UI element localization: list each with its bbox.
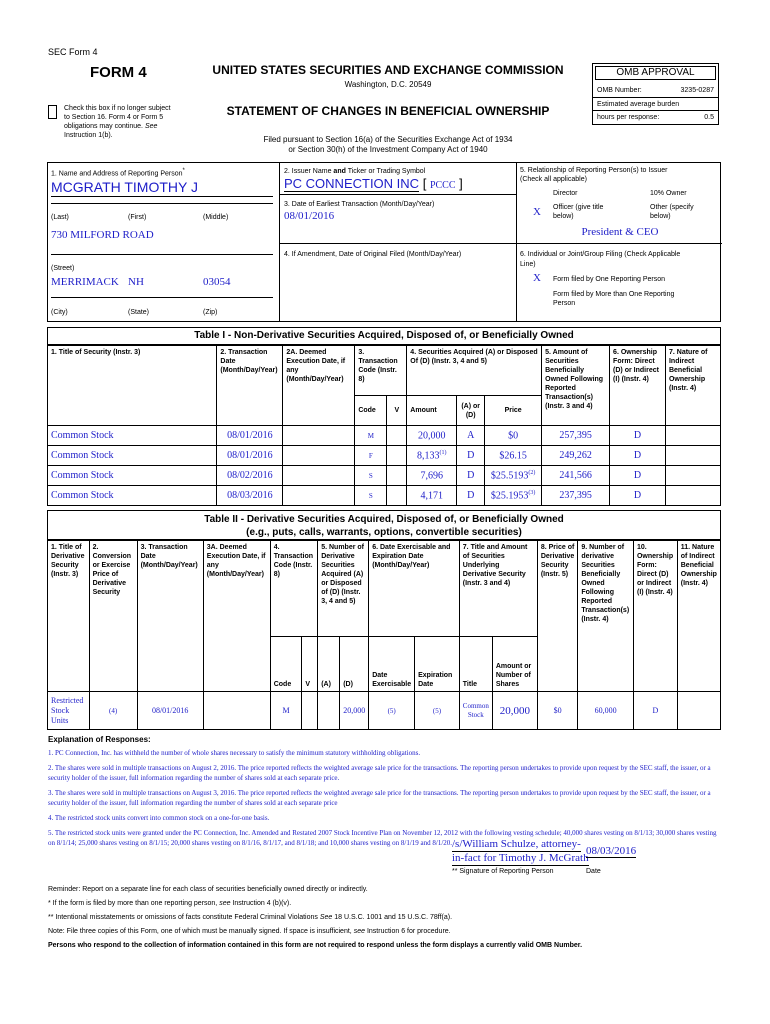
t2-a[interactable] [318, 692, 340, 730]
t2-h-date: 3. Transaction Date (Month/Day/Year) [137, 541, 203, 692]
t1-owned-value: 249,262 [559, 450, 592, 461]
omb-approval-box [592, 63, 719, 125]
table2-title [47, 510, 721, 540]
footnote-note: Note: File three copies of this Form, one of which must be manually signed. If space is insufficient, see Instruction 6 for procedure. [48, 928, 451, 935]
t1-h-ownership-form: 6. Ownership Form: Direct (D) or Indirect (I) (Instr. 4) [610, 346, 666, 426]
t1-h-aord: (A) or (D) [457, 396, 485, 426]
t1-amount[interactable] [407, 486, 457, 506]
t1-price-footnote: (3) [528, 489, 536, 496]
omb-hours-value: 0.5 [704, 114, 714, 121]
box6-label-2: Line) [520, 261, 536, 268]
t1-v[interactable] [387, 466, 407, 486]
officer-label: Officer (give title below) [553, 204, 604, 220]
t1-h-deemed: 2A. Deemed Execution Date, if any (Month/Day/Year) [283, 346, 355, 426]
signature[interactable] [452, 838, 589, 866]
city-label: (City) [51, 309, 68, 316]
t1-form[interactable] [610, 466, 666, 486]
t2-h-amt-num: Amount or Number of Shares [492, 637, 537, 692]
t1-amount-value: 4,171 [420, 490, 443, 502]
t1-amount-footnote: (1) [439, 449, 447, 456]
signature-line-1: /s/William Schulze, attorney- [452, 838, 581, 850]
first-label: (First) [128, 214, 147, 221]
t1-code-value: M [367, 431, 374, 440]
t1-price[interactable] [485, 466, 542, 486]
checkbox-text-2: to Section 16. Form 4 or Form 5 [64, 114, 164, 121]
t1-nature[interactable] [665, 486, 720, 506]
t1-h-amount-owned: 5. Amount of Securities Beneficially Owned Following Reported Transaction(s) (Instr. 3 and 4) [542, 346, 610, 426]
street-value[interactable]: 730 MILFORD ROAD [51, 229, 154, 241]
box4-label: 4. If Amendment, Date of Original Filed (Month/Day/Year) [284, 251, 462, 258]
t2-nature[interactable] [677, 692, 720, 730]
table1-title: Table I - Non-Derivative Securities Acquired, Disposed of, or Beneficially Owned [47, 327, 721, 345]
explanation-1: 1. PC Connection, Inc. has withheld the number of whole shares necessary to satisfy the minimum statutory withholding obligations. [48, 749, 421, 757]
t1-price[interactable] [485, 426, 542, 446]
t1-title-value: Common Stock [51, 490, 114, 501]
sec-form-label: SEC Form 4 [48, 47, 98, 57]
explanation-5: 5. The restricted stock units were granted under the PC Connection, Inc. Amended and Restated 2007 Stock Incentive Plan on November 12, 2012 with the following vesting schedule; 40,000 shares vesting on 8/1/13; 30,000 shares vesting on 8/1/14; 25,000 shares vesting on 8/1/15; 20,000 shares vesting on 8/1/16, 8/1/17, and 8/1/18; and 10,000 shares vesting on 8/1/19 and 8/1/20. [48, 829, 717, 847]
t1-aord[interactable] [457, 426, 485, 446]
t2-deemed[interactable] [203, 692, 270, 730]
t2-conv[interactable]: (4) [89, 692, 137, 730]
t1-deemed[interactable] [283, 486, 355, 506]
no-longer-subject-checkbox[interactable] [48, 105, 57, 119]
agency-location: Washington, D.C. 20549 [344, 80, 432, 89]
t1-amount[interactable] [407, 426, 457, 446]
t1-h-v: V [387, 396, 407, 426]
box5-label-1: 5. Relationship of Reporting Person(s) to Issuer [520, 167, 668, 174]
officer-title[interactable]: President & CEO [581, 226, 659, 238]
t2-h-nature: 11. Nature of Indirect Beneficial Ownership (Instr. 4) [677, 541, 720, 692]
t2-row [48, 692, 721, 730]
t1-date[interactable] [217, 466, 283, 486]
signature-label: ** Signature of Reporting Person [452, 868, 554, 875]
t2-h-title: 1. Title of Derivative Security (Instr. 3) [48, 541, 90, 692]
t2-h-form: 10. Ownership Form: Direct (D) or Indirect (I) (Instr. 4) [633, 541, 677, 692]
explanation-4: 4. The restricted stock units convert into common stock on a one-for-one basis. [48, 814, 270, 822]
t1-price-value: $25.5193 [490, 470, 529, 482]
t2-price[interactable]: $0 [537, 692, 577, 730]
box1-label: 1. Name and Address of Reporting Person* [51, 168, 185, 178]
t1-title-value: Common Stock [51, 430, 114, 441]
t1-form-value: D [633, 490, 642, 501]
checkbox-text-3: obligations may continue. See [64, 123, 158, 130]
t1-date[interactable] [217, 486, 283, 506]
t2-h-number: 5. Number of Derivative Securities Acquired (A) or Disposed of (D) (Instr. 3, 4 and 5) [318, 541, 369, 637]
t1-title-value: Common Stock [51, 450, 114, 461]
t1-owned[interactable] [542, 486, 610, 506]
t1-aord[interactable] [457, 446, 485, 466]
t1-form-value: D [633, 450, 642, 461]
t1-price[interactable] [485, 446, 542, 466]
t2-h-price: 8. Price of Derivative Security (Instr. 5) [537, 541, 577, 692]
t1-date-value: 08/02/2016 [227, 470, 273, 481]
t1-owned[interactable] [542, 466, 610, 486]
omb-number-label: OMB Number: [597, 87, 642, 94]
t1-h-date: 2. Transaction Date (Month/Day/Year) [217, 346, 283, 426]
t1-form[interactable] [610, 446, 666, 466]
state-label: (State) [128, 309, 150, 316]
t2-h-code: 4. Transaction Code (Instr. 8) [270, 541, 318, 637]
t1-v[interactable] [387, 426, 407, 446]
table1-row [48, 466, 721, 486]
footnote-star-1: * If the form is filed by more than one reporting person, see Instruction 4 (b)(v). [48, 900, 292, 907]
t1-title[interactable] [48, 466, 217, 486]
t2-h-date-ex: Date Exercisable [369, 637, 415, 692]
earliest-transaction-date[interactable]: 08/01/2016 [284, 210, 335, 222]
t1-date[interactable] [217, 446, 283, 466]
omb-notice: Persons who respond to the collection of information contained in this form are not required to respond unless the form displays a currently valid OMB Number. [48, 942, 583, 949]
street-label: (Street) [51, 265, 75, 272]
t1-v[interactable] [387, 486, 407, 506]
explanation-2: 2. The shares were sold in multiple transactions on August 2, 2016. The price reported reflects the weighted average sale price for the transactions. The reporting person undertakes to provide upon request by the SEC staff, the issuer, or a security holder of the issuer, full information regarding the number of shares sold at each separate price. [48, 764, 711, 782]
t1-form-value: D [633, 470, 642, 481]
signature-date[interactable]: 08/03/2016 [586, 845, 637, 857]
checkbox-instructions [64, 104, 194, 140]
table2-title-1: Table II - Derivative Securities Acquired, Disposed of, or Beneficially Owned [204, 514, 564, 525]
t1-nature[interactable] [665, 426, 720, 446]
ticker-symbol[interactable]: PCCC [429, 180, 456, 191]
t1-code-value: S [368, 491, 373, 500]
t2-h-deemed: 3A. Deemed Execution Date, if any (Month/Day/Year) [203, 541, 270, 692]
t1-owned[interactable] [542, 446, 610, 466]
t1-code[interactable] [355, 446, 387, 466]
box2-label: 2. Issuer Name and Ticker or Trading Symbol [284, 168, 426, 175]
t2-expiration[interactable]: (5) [415, 692, 460, 730]
issuer-line: PC CONNECTION INC [ PCCC ] [284, 176, 463, 191]
table2-title-2: (e.g., puts, calls, warrants, options, convertible securities) [246, 527, 522, 538]
t1-form-value: D [633, 430, 642, 441]
t1-h-code-sub: Code [355, 396, 387, 426]
checkbox-text-1: Check this box if no longer subject [64, 105, 171, 112]
t1-deemed[interactable] [283, 426, 355, 446]
issuer-name[interactable]: PC CONNECTION INC [284, 176, 420, 191]
reporting-person-name[interactable]: MCGRATH TIMOTHY J [51, 179, 273, 197]
t2-h-v: V [302, 637, 318, 692]
t2-exercisable[interactable]: (5) [369, 692, 415, 730]
explanation-title: Explanation of Responses: [48, 735, 151, 744]
t1-h-amount: Amount [407, 396, 457, 426]
officer-mark[interactable]: X [533, 206, 541, 218]
t2-h-conversion: 2. Conversion or Exercise Price of Derivative Security [89, 541, 137, 692]
table1 [47, 345, 721, 506]
t2-v[interactable] [302, 692, 318, 730]
t1-amount-value: 7,696 [420, 470, 443, 482]
t1-form[interactable] [610, 486, 666, 506]
t1-aord-value: A [467, 430, 475, 441]
t1-aord-value: D [467, 470, 475, 481]
omb-burden-label: Estimated average burden [597, 101, 680, 108]
checkbox-text-4: Instruction 1(b). [64, 132, 113, 139]
t1-title-value: Common Stock [51, 470, 114, 481]
table1-row [48, 446, 721, 466]
t1-v[interactable] [387, 446, 407, 466]
middle-label: (Middle) [203, 214, 229, 221]
omb-number-value: 3235-0287 [680, 87, 714, 94]
last-label: (Last) [51, 214, 69, 221]
one-person-label: Form filed by One Reporting Person [553, 276, 666, 283]
t1-amount-value: 20,000 [418, 430, 446, 442]
t1-date-value: 08/03/2016 [227, 490, 273, 501]
statement-title: STATEMENT OF CHANGES IN BENEFICIAL OWNERSHIP [226, 104, 550, 118]
t2-owned[interactable]: 60,000 [578, 692, 634, 730]
table1-row [48, 426, 721, 446]
t1-h-code: 3. Transaction Code (Instr. 8) [355, 346, 407, 396]
t2-form[interactable]: D [633, 692, 677, 730]
form-title: FORM 4 [90, 64, 147, 81]
t1-h-securities: 4. Securities Acquired (A) or Disposed Of (D) (Instr. 3, 4 and 5) [407, 346, 542, 396]
table2 [47, 540, 721, 730]
ten-percent-owner-label: 10% Owner [650, 190, 687, 197]
t2-h-underlying: 7. Title and Amount of Securities Underlying Derivative Security (Instr. 3 and 4) [459, 541, 537, 637]
t2-h-code-sub: Code [270, 637, 302, 692]
t1-aord[interactable] [457, 466, 485, 486]
city-value[interactable]: MERRIMACK [51, 276, 119, 288]
t1-price-value: $26.15 [499, 450, 527, 462]
t1-amount[interactable] [407, 466, 457, 486]
zip-label: (Zip) [203, 309, 218, 316]
t2-h-exercisable: 6. Date Exercisable and Expiration Date (Month/Day/Year) [369, 541, 460, 637]
t2-date[interactable]: 08/01/2016 [137, 692, 203, 730]
footer-notes [48, 883, 720, 953]
t2-u-amount[interactable]: 20,000 [492, 692, 537, 730]
t1-owned[interactable] [542, 426, 610, 446]
t1-price-value: $0 [508, 430, 519, 442]
t2-u-title[interactable]: Common Stock [459, 692, 492, 730]
table1-row [48, 486, 721, 506]
t1-nature[interactable] [665, 446, 720, 466]
agency-title: UNITED STATES SECURITIES AND EXCHANGE COMMISSION [212, 63, 564, 77]
t1-code-value: S [368, 471, 373, 480]
t1-aord-value: D [467, 490, 475, 501]
omb-title: OMB APPROVAL [595, 66, 716, 80]
t1-form[interactable] [610, 426, 666, 446]
director-label: Director [553, 190, 578, 197]
t1-h-title: 1. Title of Security (Instr. 3) [48, 346, 217, 426]
t2-h-d: (D) [340, 637, 369, 692]
t2-code[interactable]: M [270, 692, 302, 730]
t1-date[interactable] [217, 426, 283, 446]
t1-date-value: 08/01/2016 [227, 450, 273, 461]
t2-title[interactable]: Restricted Stock Units [48, 692, 90, 730]
t2-h-owned: 9. Number of derivative Securities Beneficially Owned Following Reported Transaction(s) (Instr. 4) [578, 541, 634, 692]
t1-owned-value: 257,395 [559, 430, 592, 441]
t1-aord-value: D [467, 450, 475, 461]
t1-title[interactable] [48, 446, 217, 466]
t2-h-a: (A) [318, 637, 340, 692]
date-label: Date [586, 868, 601, 875]
t1-amount-value: 8,133 [417, 450, 440, 462]
t1-amount[interactable] [407, 446, 457, 466]
box3-label: 3. Date of Earliest Transaction (Month/Day/Year) [284, 201, 435, 208]
box6-label-1: 6. Individual or Joint/Group Filing (Check Applicable [520, 251, 681, 258]
t2-h-exp: Expiration Date [415, 637, 460, 692]
filed-pursuant-1: Filed pursuant to Section 16(a) of the Securities Exchange Act of 1934 [263, 135, 513, 144]
t1-title[interactable] [48, 486, 217, 506]
t1-deemed[interactable] [283, 446, 355, 466]
t1-h-nature: 7. Nature of Indirect Beneficial Ownership (Instr. 4) [665, 346, 720, 426]
t1-price-footnote: (2) [528, 469, 536, 476]
t1-code[interactable] [355, 426, 387, 446]
more-person-label: Form filed by More than One Reporting Person [553, 291, 675, 307]
t2-h-u-title: Title [459, 637, 492, 692]
one-person-mark[interactable]: X [533, 272, 541, 284]
t1-code[interactable] [355, 486, 387, 506]
reminder: Reminder: Report on a separate line for each class of securities beneficially owned directly or indirectly. [48, 886, 368, 893]
t1-owned-value: 241,566 [559, 470, 592, 481]
t1-title[interactable] [48, 426, 217, 446]
t1-code-value: F [368, 451, 373, 460]
zip-value[interactable]: 03054 [203, 276, 231, 288]
signature-line-2: in-fact for Timothy J. McGrath [452, 852, 589, 864]
other-label: Other (specify below) [650, 204, 694, 220]
state-value[interactable]: NH [128, 276, 144, 288]
explanation-3: 3. The shares were sold in multiple transactions on August 3, 2016. The price reported reflects the weighted average sale price for the transactions. The reporting person undertakes to provide upon request by the SEC staff, the issuer, or a security holder of the issuer, full information regarding the number of shares sold at each separate price [48, 789, 711, 807]
t1-aord[interactable] [457, 486, 485, 506]
t1-owned-value: 237,395 [559, 490, 592, 501]
explanation-list [48, 748, 720, 848]
t1-code[interactable] [355, 466, 387, 486]
box5-label-2: (Check all applicable) [520, 176, 587, 183]
t1-price-value: $25.1953 [490, 490, 529, 502]
t1-h-price: Price [485, 396, 542, 426]
footnote-star-2: ** Intentional misstatements or omissions of facts constitute Federal Criminal Violations See 18 U.S.C. 1001 and 15 U.S.C. 78ff(a). [48, 914, 453, 921]
t1-date-value: 08/01/2016 [227, 430, 273, 441]
t1-deemed[interactable] [283, 466, 355, 486]
t1-nature[interactable] [665, 466, 720, 486]
t1-price[interactable] [485, 486, 542, 506]
t2-d[interactable]: 20,000 [340, 692, 369, 730]
omb-hours-label: hours per response: [597, 114, 660, 121]
filed-pursuant-2: or Section 30(h) of the Investment Company Act of 1940 [288, 145, 488, 154]
